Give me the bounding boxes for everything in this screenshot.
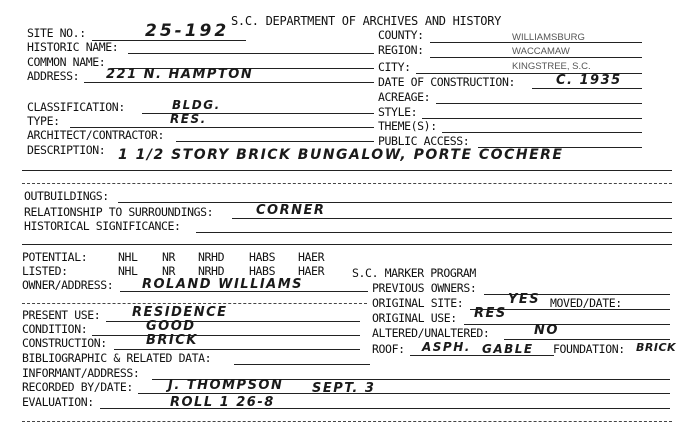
foundation-value: BRICK: [636, 341, 677, 354]
roof-type-value: GABLE: [482, 342, 534, 356]
style-line: [422, 118, 642, 119]
roof-value: ASPH.: [422, 340, 471, 354]
construction-value: BRICK: [146, 333, 198, 348]
relationship-line: [232, 218, 672, 219]
architect-label: ARCHITECT/CONTRACTOR:: [27, 128, 164, 142]
date-of-construction-line: [532, 88, 642, 89]
description-label: DESCRIPTION:: [27, 143, 106, 157]
condition-value: GOOD: [146, 319, 196, 334]
owner-address-label: OWNER/ADDRESS:: [22, 278, 114, 292]
previous-owners-label: PREVIOUS OWNERS:: [372, 281, 477, 295]
condition-line: [92, 335, 360, 336]
recorded-by-value: J. THOMPSON: [168, 378, 284, 393]
original-site-value: YES: [508, 292, 541, 307]
description-blank-line: [22, 183, 672, 184]
themes-line: [442, 132, 642, 133]
historic-name-label: HISTORIC NAME:: [27, 40, 119, 54]
sc-marker-program-label: S.C. MARKER PROGRAM: [352, 266, 476, 280]
informant-label: INFORMANT/ADDRESS:: [22, 366, 140, 380]
agency-title: S.C. DEPARTMENT OF ARCHIVES AND HISTORY: [231, 14, 502, 28]
site-no-label: SITE NO.:: [27, 26, 86, 40]
construction-line: [114, 349, 360, 350]
city-label: CITY:: [378, 60, 411, 74]
recorded-by-line: [138, 393, 670, 394]
potential-label: POTENTIAL:: [22, 250, 88, 264]
outbuildings-line: [118, 202, 672, 203]
present-use-line: [106, 321, 360, 322]
altered-value: NO: [534, 323, 559, 338]
site-no-value: 25-192: [145, 21, 230, 41]
potential-nrhd: NRHD: [198, 250, 225, 264]
acreage-label: ACREAGE:: [378, 90, 431, 104]
potential-nr: NR: [162, 250, 176, 264]
outbuildings-label: OUTBUILDINGS:: [24, 189, 109, 203]
acreage-line: [436, 103, 642, 104]
historical-significance-label: HISTORICAL SIGNIFICANCE:: [24, 219, 181, 233]
listed-haer: HAER: [298, 264, 325, 278]
county-label: COUNTY:: [378, 28, 424, 42]
altered-label: ALTERED/UNALTERED:: [372, 326, 490, 340]
date-of-construction-label: DATE OF CONSTRUCTION:: [378, 75, 515, 89]
condition-label: CONDITION:: [22, 322, 88, 336]
potential-habs: HABS: [249, 250, 276, 264]
original-use-label: ORIGINAL USE:: [372, 311, 457, 325]
historic-name-line: [128, 53, 374, 54]
themes-label: THEME(S):: [378, 119, 437, 133]
present-use-value: RESIDENCE: [132, 305, 228, 320]
owner-address-blank-line: [22, 303, 367, 304]
classification-label: CLASSIFICATION:: [27, 100, 125, 114]
listed-nhl: NHL: [118, 264, 138, 278]
potential-nhl: NHL: [118, 250, 138, 264]
historical-significance-line: [196, 232, 672, 233]
classification-value: BLDG.: [172, 98, 221, 112]
roof-label: ROOF:: [372, 342, 405, 356]
original-use-value: RES: [474, 306, 507, 321]
type-value: RES.: [170, 112, 207, 126]
altered-line: [504, 339, 670, 340]
county-value: WILLIAMSBURG: [512, 32, 585, 43]
present-use-label: PRESENT USE:: [22, 308, 101, 322]
section-divider: [22, 244, 672, 245]
potential-haer: HAER: [298, 250, 325, 264]
region-label: REGION:: [378, 43, 424, 57]
bibliographic-label: BIBLIOGRAPHIC & RELATED DATA:: [22, 351, 212, 365]
listed-nrhd: NRHD: [198, 264, 225, 278]
address-line: [84, 82, 374, 83]
date-of-construction-value: C. 1935: [556, 73, 622, 88]
relationship-value: CORNER: [256, 203, 326, 218]
address-value: 221 N. HAMPTON: [106, 67, 254, 82]
public-access-label: PUBLIC ACCESS:: [378, 134, 470, 148]
construction-label: CONSTRUCTION:: [22, 336, 107, 350]
address-label: ADDRESS:: [27, 69, 80, 83]
original-use-line: [464, 324, 670, 325]
relationship-label: RELATIONSHIP TO SURROUNDINGS:: [24, 205, 214, 219]
listed-habs: HABS: [249, 264, 276, 278]
listed-label: LISTED:: [22, 264, 68, 278]
evaluation-blank-line: [22, 421, 672, 422]
listed-nr: NR: [162, 264, 176, 278]
description-value: 1 1/2 STORY BRICK BUNGALOW, PORTE COCHERE: [118, 147, 564, 163]
common-name-label: COMMON NAME:: [27, 55, 106, 69]
original-site-label: ORIGINAL SITE:: [372, 296, 464, 310]
city-value: KINGSTREE, S.C.: [512, 61, 591, 72]
style-label: STYLE:: [378, 105, 418, 119]
moved-date-label: MOVED/DATE:: [550, 296, 622, 310]
recorded-date-value: SEPT. 3: [312, 381, 376, 396]
public-access-line: [478, 147, 642, 148]
region-line: [430, 57, 642, 58]
foundation-label: FOUNDATION:: [553, 342, 625, 356]
type-label: TYPE:: [27, 114, 60, 128]
description-underline: [22, 170, 672, 171]
region-value: WACCAMAW: [512, 46, 570, 57]
evaluation-value: ROLL 1 26-8: [170, 395, 275, 410]
owner-address-value: ROLAND WILLIAMS: [142, 277, 304, 292]
evaluation-label: EVALUATION:: [22, 395, 94, 409]
bibliographic-line: [234, 364, 370, 365]
recorded-by-label: RECORDED BY/DATE:: [22, 380, 133, 394]
architect-line: [176, 141, 374, 142]
